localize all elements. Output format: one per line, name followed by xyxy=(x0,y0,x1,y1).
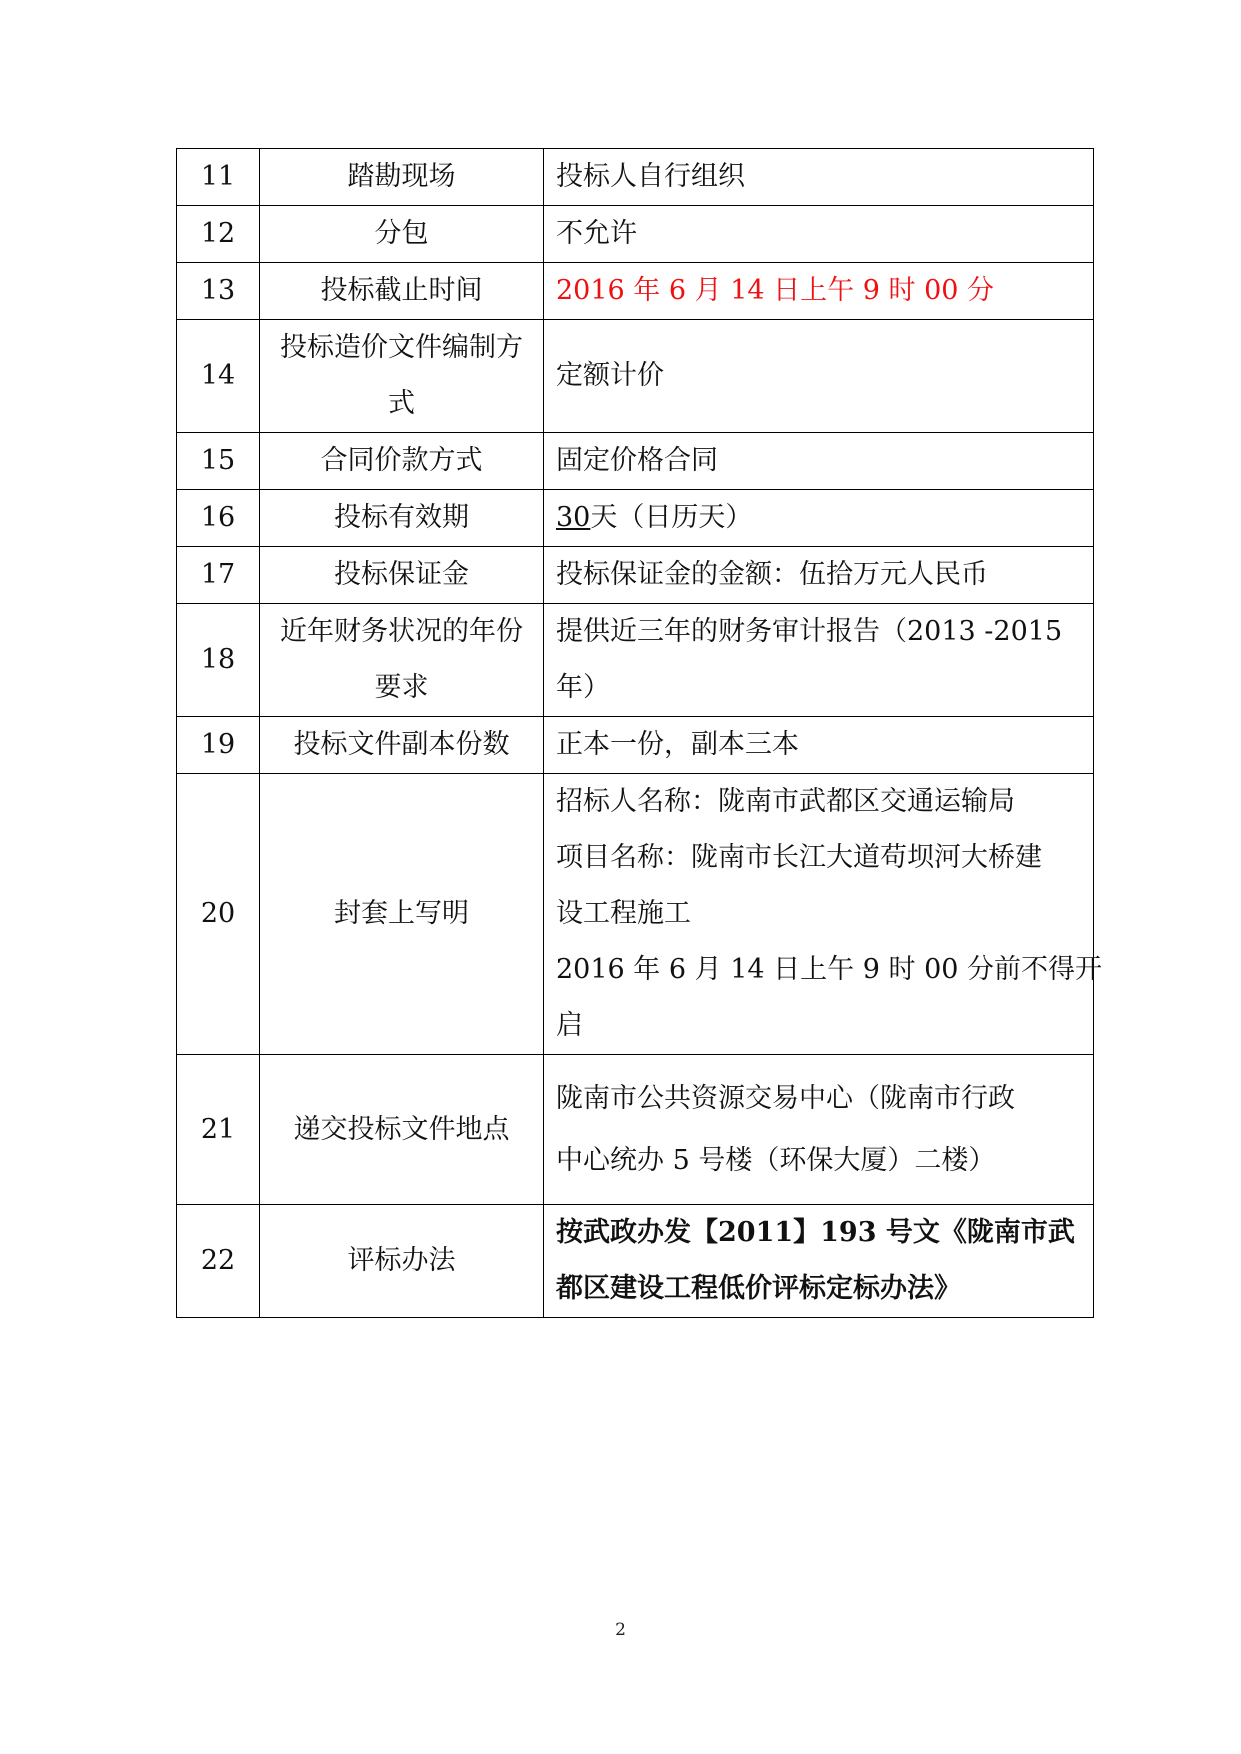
row-item: 分包 xyxy=(260,206,544,263)
row-number: 18 xyxy=(177,604,260,717)
row-content: 陇南市公共资源交易中心（陇南市行政 中心统办 5 号楼（环保大厦）二楼） xyxy=(544,1055,1094,1205)
row-item: 递交投标文件地点 xyxy=(260,1055,544,1205)
row-item: 踏勘现场 xyxy=(260,149,544,206)
row-number: 16 xyxy=(177,490,260,547)
table-row xyxy=(177,149,1094,206)
row-content: 投标保证金的金额：伍拾万元人民币 xyxy=(544,547,1094,604)
table-row xyxy=(177,604,1094,717)
row-item: 评标办法 xyxy=(260,1205,544,1318)
row-number: 19 xyxy=(177,717,260,774)
table-row xyxy=(177,1205,1094,1318)
row-number: 20 xyxy=(177,774,260,1055)
table-row xyxy=(177,206,1094,263)
row-number: 15 xyxy=(177,433,260,490)
row-item: 近年财务状况的年份 要求 xyxy=(260,604,544,717)
row-content: 不允许 xyxy=(544,206,1094,263)
row-number: 12 xyxy=(177,206,260,263)
row-number: 17 xyxy=(177,547,260,604)
table-row xyxy=(177,774,1094,1055)
row-content: 定额计价 xyxy=(544,320,1094,433)
bid-info-table xyxy=(176,148,1103,1318)
row-number: 11 xyxy=(177,149,260,206)
row-item: 封套上写明 xyxy=(260,774,544,1055)
row-content: 正本一份，副本三本 xyxy=(544,717,1094,774)
row-number: 13 xyxy=(177,263,260,320)
row-number: 21 xyxy=(177,1055,260,1205)
row-item: 投标截止时间 xyxy=(260,263,544,320)
row-item: 投标造价文件编制方 式 xyxy=(260,320,544,433)
table-row xyxy=(177,717,1094,774)
row-item: 合同价款方式 xyxy=(260,433,544,490)
row-content: 提供近三年的财务审计报告（2013 -2015 年） xyxy=(544,604,1094,717)
table-row xyxy=(177,263,1094,320)
row-content: 2016 年 6 月 14 日上午 9 时 00 分 xyxy=(544,263,1094,320)
page-number: 2 xyxy=(615,1620,626,1640)
row-content: 按武政办发【2011】193 号文《陇南市武 都区建设工程低价评标定标办法》 xyxy=(544,1205,1094,1318)
row-content: 30天（日历天） xyxy=(544,490,1094,547)
row-number: 22 xyxy=(177,1205,260,1318)
row-item: 投标保证金 xyxy=(260,547,544,604)
table-row xyxy=(177,490,1094,547)
row-content: 投标人自行组织 xyxy=(544,149,1094,206)
validity-days-value: 30 xyxy=(556,502,591,533)
row-item: 投标有效期 xyxy=(260,490,544,547)
row-content: 招标人名称：陇南市武都区交通运输局 项目名称：陇南市长江大道苟坝河大桥建 设工程施工 2016 年 6 月 14 日上午 9 时 00 分前不得开 启 xyxy=(544,774,1094,1055)
row-item: 投标文件副本份数 xyxy=(260,717,544,774)
row-number: 14 xyxy=(177,320,260,433)
table-row xyxy=(177,433,1094,490)
table-row xyxy=(177,320,1094,433)
table-row xyxy=(177,547,1094,604)
table-row xyxy=(177,1055,1094,1205)
row-content: 固定价格合同 xyxy=(544,433,1094,490)
